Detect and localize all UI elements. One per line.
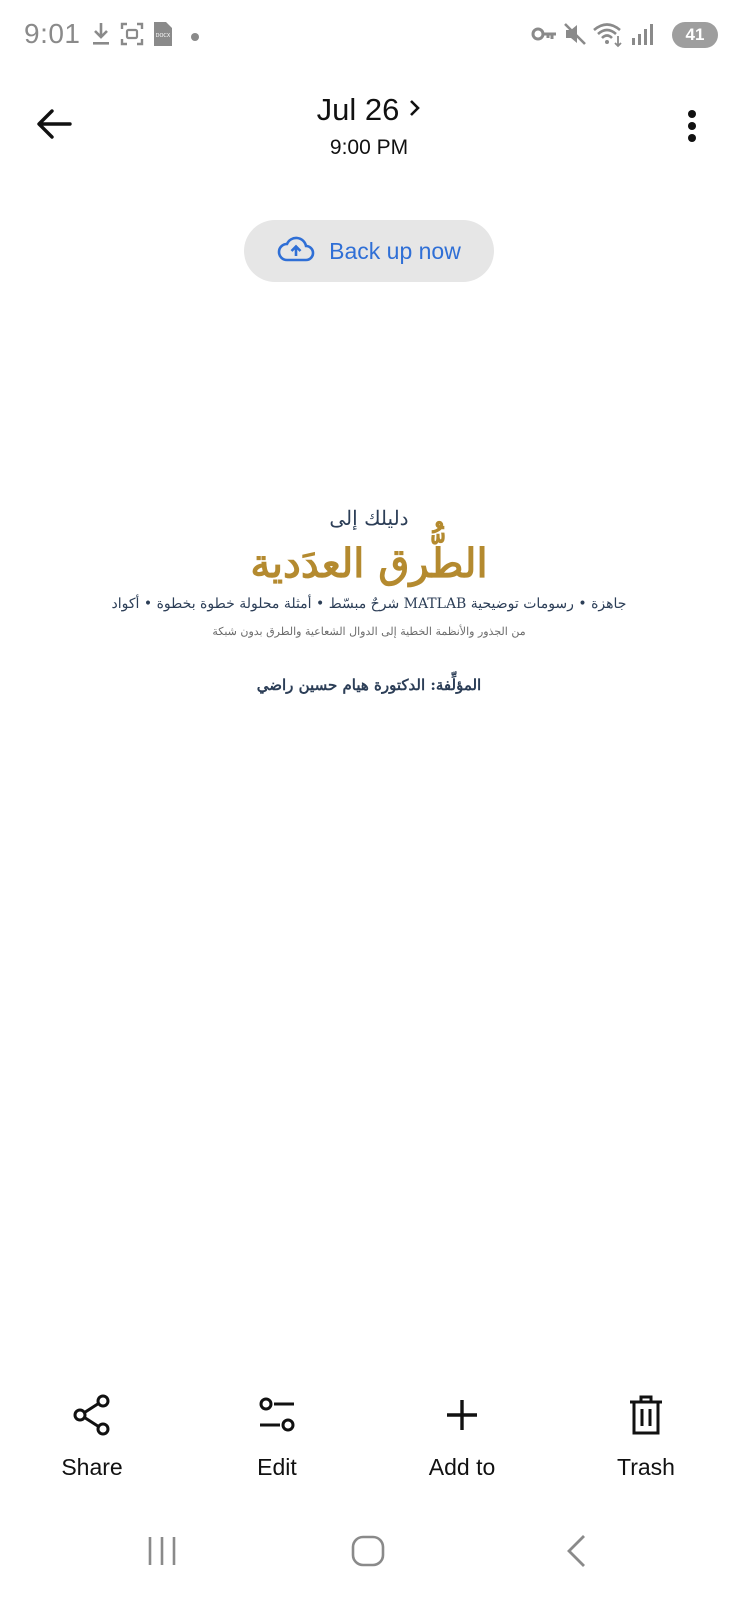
cloud-upload-icon [277, 235, 315, 268]
wifi-icon [592, 20, 624, 53]
status-bar [0, 0, 738, 70]
docx-file-icon [152, 20, 174, 53]
trash-label: Trash [617, 1454, 675, 1480]
battery-indicator: 41 [672, 22, 718, 48]
cover-tagline: جاهزة • رسومات توضيحية MATLAB شرحٌ مبسّط • أمثلة محلولة خطوة بخطوة • أكواد [111, 596, 627, 612]
more-vertical-icon [687, 109, 697, 148]
recent-apps-icon [145, 1534, 179, 1573]
cover-intro-text: دليلك إلى [329, 506, 409, 530]
share-label: Share [61, 1454, 123, 1480]
share-icon [72, 1390, 112, 1440]
trash-icon [628, 1390, 664, 1440]
back-nav-icon [563, 1533, 589, 1574]
trash-button[interactable] [576, 1390, 716, 1500]
back-up-now-button[interactable] [244, 220, 494, 282]
photo-date: Jul 26 [316, 92, 400, 127]
edit-sliders-icon [257, 1390, 297, 1440]
mute-icon [562, 20, 588, 53]
recent-apps-button[interactable] [132, 1528, 192, 1578]
signal-icon [630, 20, 656, 53]
cover-title: الطُّرق العدَدية [250, 540, 488, 587]
svg-text:DOCX: DOCX [155, 33, 171, 39]
system-back-button[interactable] [546, 1528, 606, 1578]
screenshot-icon [119, 20, 145, 53]
edit-label: Edit [257, 1454, 297, 1480]
add-to-label: Add to [428, 1454, 496, 1480]
dot-icon [190, 29, 200, 47]
system-navigation-bar [0, 1520, 738, 1590]
share-button[interactable] [22, 1390, 162, 1500]
bottom-action-bar [0, 1390, 738, 1500]
plus-icon [444, 1390, 480, 1440]
download-icon [90, 20, 112, 53]
photo-date-header[interactable] [269, 92, 469, 160]
cover-subtitle: من الجذور والأنظمة الخطية إلى الدوال الشعاعية والطرق بدون شبكة [212, 625, 526, 638]
chevron-right-icon [409, 98, 421, 123]
home-icon [350, 1534, 386, 1573]
home-button[interactable] [338, 1528, 398, 1578]
photo-time: 9:00 PM [329, 136, 409, 159]
add-to-button[interactable] [392, 1390, 532, 1500]
back-button[interactable] [30, 102, 78, 150]
edit-button[interactable] [207, 1390, 347, 1500]
arrow-left-icon [36, 108, 72, 145]
back-up-now-label: Back up now [329, 237, 461, 264]
status-time: 9:01 [24, 18, 81, 49]
more-options-button[interactable] [670, 104, 714, 152]
photo-image[interactable] [0, 470, 738, 730]
cover-author: المؤلِّفة: الدكتورة هيام حسين راضي [256, 676, 482, 694]
vpn-key-icon [530, 20, 558, 53]
